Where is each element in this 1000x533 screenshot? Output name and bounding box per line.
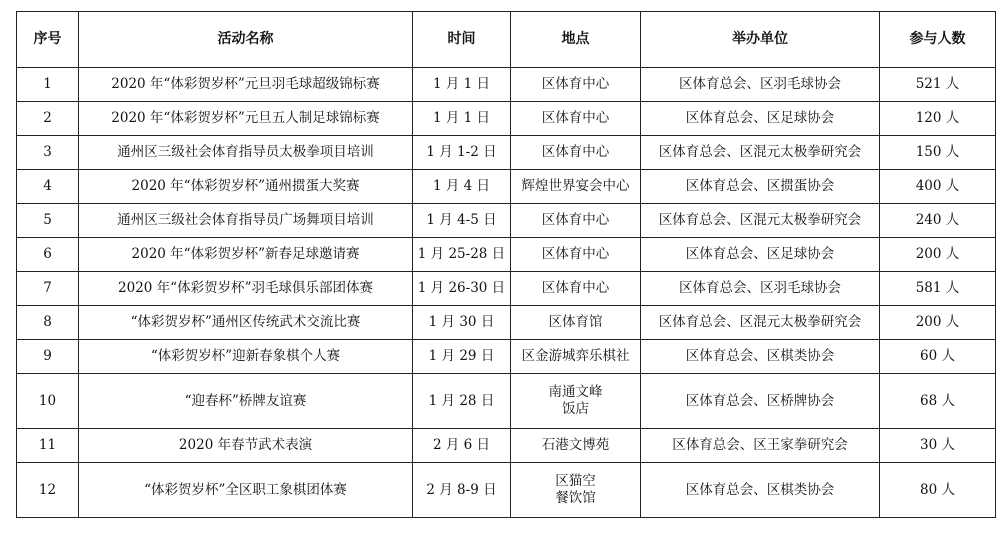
participants-cell: 581 人 xyxy=(880,272,996,306)
organizer-cell: 区体育总会、区混元太极拳研究会 xyxy=(641,204,880,238)
participants-cell: 400 人 xyxy=(880,170,996,204)
venue-cell: 南通文峰饭店 xyxy=(511,374,641,429)
date-cell: 1 月 1 日 xyxy=(413,102,511,136)
table-row xyxy=(17,136,996,170)
row-number-cell: 4 xyxy=(17,170,79,204)
venue-cell: 区体育中心 xyxy=(511,238,641,272)
row-number-cell: 12 xyxy=(17,463,79,518)
header-cell-venue: 地点 xyxy=(511,12,641,68)
event-name-cell: 2020 年“体彩贺岁杯”通州掼蛋大奖赛 xyxy=(79,170,413,204)
venue-cell: 区体育中心 xyxy=(511,204,641,238)
venue-cell: 区体育中心 xyxy=(511,272,641,306)
organizer-cell: 区体育总会、区王家拳研究会 xyxy=(641,429,880,463)
event-name-cell: 2020 年“体彩贺岁杯”元旦五人制足球锦标赛 xyxy=(79,102,413,136)
event-name-cell: 2020 年“体彩贺岁杯”元旦羽毛球超级锦标赛 xyxy=(79,68,413,102)
organizer-cell: 区体育总会、区足球协会 xyxy=(641,102,880,136)
event-name-cell: 通州区三级社会体育指导员太极拳项目培训 xyxy=(79,136,413,170)
header-cell-name: 活动名称 xyxy=(79,12,413,68)
event-name-cell: 2020 年春节武术表演 xyxy=(79,429,413,463)
table-row xyxy=(17,463,996,518)
venue-cell: 辉煌世界宴会中心 xyxy=(511,170,641,204)
venue-cell: 区猫空餐饮馆 xyxy=(511,463,641,518)
event-name-cell: “体彩贺岁杯”全区职工象棋团体赛 xyxy=(79,463,413,518)
organizer-cell: 区体育总会、区掼蛋协会 xyxy=(641,170,880,204)
venue-cell: 区体育中心 xyxy=(511,102,641,136)
table-row xyxy=(17,68,996,102)
event-name-cell: 2020 年“体彩贺岁杯”新春足球邀请赛 xyxy=(79,238,413,272)
date-cell: 2 月 6 日 xyxy=(413,429,511,463)
header-cell-no: 序号 xyxy=(17,12,79,68)
row-number-cell: 6 xyxy=(17,238,79,272)
participants-cell: 521 人 xyxy=(880,68,996,102)
date-cell: 1 月 1-2 日 xyxy=(413,136,511,170)
table-row xyxy=(17,204,996,238)
date-cell: 2 月 8-9 日 xyxy=(413,463,511,518)
table-row xyxy=(17,340,996,374)
participants-cell: 30 人 xyxy=(880,429,996,463)
header-cell-organizer: 举办单位 xyxy=(641,12,880,68)
event-name-cell: “迎春杯”桥牌友谊赛 xyxy=(79,374,413,429)
header-row xyxy=(17,12,996,68)
participants-cell: 240 人 xyxy=(880,204,996,238)
row-number-cell: 1 xyxy=(17,68,79,102)
participants-cell: 68 人 xyxy=(880,374,996,429)
participants-cell: 80 人 xyxy=(880,463,996,518)
participants-cell: 200 人 xyxy=(880,238,996,272)
organizer-cell: 区体育总会、区混元太极拳研究会 xyxy=(641,306,880,340)
organizer-cell: 区体育总会、区混元太极拳研究会 xyxy=(641,136,880,170)
venue-cell: 石港文博苑 xyxy=(511,429,641,463)
table-row xyxy=(17,272,996,306)
events-table xyxy=(16,11,996,518)
venue-cell: 区金游城弈乐棋社 xyxy=(511,340,641,374)
table-row xyxy=(17,306,996,340)
venue-cell: 区体育中心 xyxy=(511,136,641,170)
row-number-cell: 11 xyxy=(17,429,79,463)
table-row xyxy=(17,429,996,463)
participants-cell: 150 人 xyxy=(880,136,996,170)
table-row xyxy=(17,374,996,429)
organizer-cell: 区体育总会、区桥牌协会 xyxy=(641,374,880,429)
participants-cell: 120 人 xyxy=(880,102,996,136)
table-row xyxy=(17,102,996,136)
venue-cell: 区体育馆 xyxy=(511,306,641,340)
event-name-cell: “体彩贺岁杯”通州区传统武术交流比赛 xyxy=(79,306,413,340)
date-cell: 1 月 1 日 xyxy=(413,68,511,102)
organizer-cell: 区体育总会、区足球协会 xyxy=(641,238,880,272)
participants-cell: 200 人 xyxy=(880,306,996,340)
event-name-cell: 通州区三级社会体育指导员广场舞项目培训 xyxy=(79,204,413,238)
organizer-cell: 区体育总会、区羽毛球协会 xyxy=(641,272,880,306)
event-name-cell: 2020 年“体彩贺岁杯”羽毛球俱乐部团体赛 xyxy=(79,272,413,306)
row-number-cell: 9 xyxy=(17,340,79,374)
date-cell: 1 月 29 日 xyxy=(413,340,511,374)
row-number-cell: 8 xyxy=(17,306,79,340)
organizer-cell: 区体育总会、区羽毛球协会 xyxy=(641,68,880,102)
date-cell: 1 月 28 日 xyxy=(413,374,511,429)
date-cell: 1 月 4 日 xyxy=(413,170,511,204)
organizer-cell: 区体育总会、区棋类协会 xyxy=(641,340,880,374)
date-cell: 1 月 4-5 日 xyxy=(413,204,511,238)
table-row xyxy=(17,170,996,204)
row-number-cell: 2 xyxy=(17,102,79,136)
row-number-cell: 7 xyxy=(17,272,79,306)
row-number-cell: 10 xyxy=(17,374,79,429)
header-cell-participants: 参与人数 xyxy=(880,12,996,68)
venue-cell: 区体育中心 xyxy=(511,68,641,102)
participants-cell: 60 人 xyxy=(880,340,996,374)
table-row xyxy=(17,238,996,272)
row-number-cell: 3 xyxy=(17,136,79,170)
date-cell: 1 月 30 日 xyxy=(413,306,511,340)
row-number-cell: 5 xyxy=(17,204,79,238)
event-name-cell: “体彩贺岁杯”迎新春象棋个人赛 xyxy=(79,340,413,374)
organizer-cell: 区体育总会、区棋类协会 xyxy=(641,463,880,518)
header-cell-date: 时间 xyxy=(413,12,511,68)
date-cell: 1 月 26-30 日 xyxy=(413,272,511,306)
date-cell: 1 月 25-28 日 xyxy=(413,238,511,272)
